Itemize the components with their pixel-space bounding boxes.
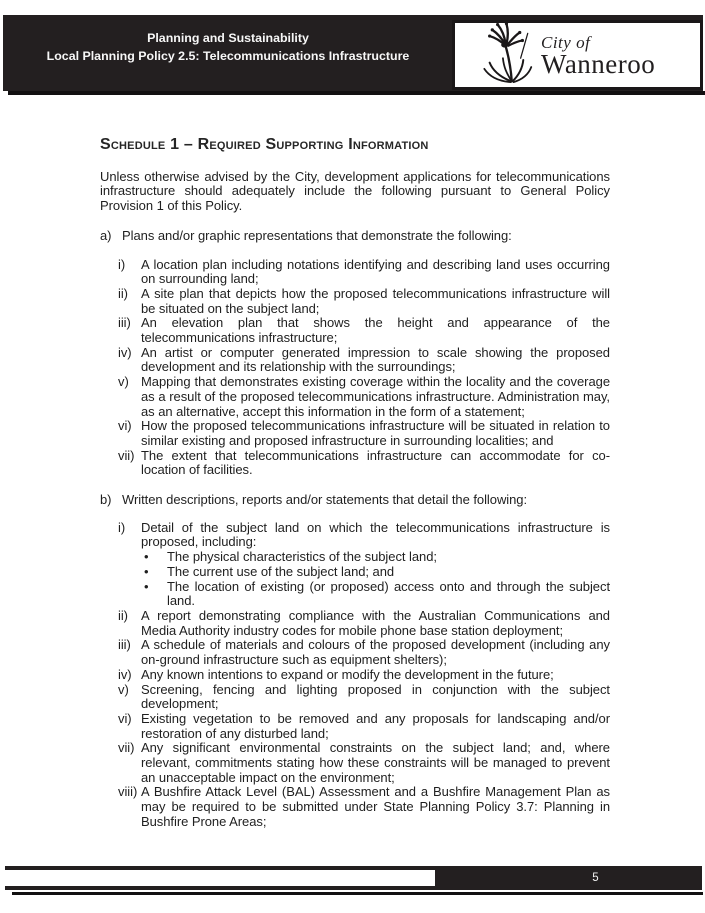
item-number: ii) [118,607,128,623]
item-number: iii) [118,637,131,653]
document-body [100,138,610,830]
item-text: Any known intentions to expand or modify the development in the future; [141,666,554,682]
city-of-wanneroo-logo [452,20,703,90]
item-number: i) [118,519,126,535]
item-number: viii) [118,784,138,800]
logo-wanneroo-text: Wanneroo [541,48,656,79]
item-number: vii) [118,447,135,463]
list-item [118,712,610,741]
list-item [118,375,610,419]
list-item [118,346,610,375]
bullet-dot-icon [144,565,167,580]
item-text: Detail of the subject land on which the telecommunications infrastructure is proposed, including: [141,519,610,550]
item-number: iii) [118,315,131,331]
footer-bar [5,866,702,890]
item-text: How the proposed telecommunications infrastructure will be situated in relation to similar existing and proposed infrastructure in surrounding localities; and [141,418,610,448]
item-text: Existing vegetation to be removed and any proposals for landscaping and/or restoration of any disturbed land; [141,710,610,741]
footer-shadow-rule [12,892,703,895]
list-item [118,683,610,712]
section-a-heading-text: Plans and/or graphic representations that demonstrate the following: [122,227,512,243]
bullet-text: The physical characteristics of the subject land; [167,549,437,565]
list-item [118,419,610,448]
item-text: A schedule of materials and colours of the proposed development (including any on-ground infrastructure such as equipment shelters); [141,637,610,668]
page-number: 5 [592,872,599,884]
item-number: vii) [118,740,135,756]
bullet-item [144,565,610,580]
footer-white-panel [5,870,435,886]
logo-wordmark [541,34,655,77]
item-text: A location plan including notations identifying and describing land uses occurring on surrounding land; [141,256,610,287]
section-a-list [118,258,610,479]
item-number: v) [118,681,129,697]
intro-paragraph: Unless otherwise advised by the City, development applications for telecommunications infrastructure should adequately include the following pursuant to General Policy Provision 1 of this Policy. [100,168,610,214]
list-item [118,316,610,345]
list-item [118,741,610,785]
list-item [118,638,610,667]
item-text: A Bushfire Attack Level (BAL) Assessment and a Bushfire Management Plan as may be required to be submitted under State Planning Policy 3.7: Planning in Bushfire Prone Areas; [141,784,610,829]
section-b-list [118,521,610,830]
section-b-label: b) [100,492,112,508]
bullet-item [144,580,610,609]
list-item [118,785,610,829]
item-text: A site plan that depicts how the proposed telecommunications infrastructure will be situated on the subject land; [141,285,610,316]
bullet-dot-icon [144,550,167,565]
item-number: vi) [118,710,132,726]
bullet-text: The location of existing (or proposed) access onto and through the subject land. [167,578,610,609]
header-shadow-rule [8,91,705,95]
item-text: Any significant environmental constraints on the subject land; and, where relevant, commitments stating how these constraints will be managed to prevent an unacceptable impact on the environment; [141,740,610,785]
section-b-heading [100,493,610,508]
bullet-dot-icon [144,580,167,609]
item-number: vi) [118,418,132,434]
item-text: Screening, fencing and lighting proposed in conjunction with the subject development; [141,681,610,712]
list-item [118,521,610,550]
item-number: i) [118,256,126,272]
item-number: iv) [118,344,132,360]
header-policy-title: Local Planning Policy 2.5: Telecommunications Infrastructure [46,49,410,63]
list-item [118,668,610,683]
item-text: An elevation plan that shows the height and appearance of the telecommunications infrastructure; [141,315,610,346]
list-item [118,258,610,287]
item-text: A report demonstrating compliance with the Australian Communications and Media Authority industry codes for mobile phone base station deployment; [141,607,610,638]
kangaroo-paw-logo-icon [481,21,539,88]
item-text: Mapping that demonstrates existing coverage within the locality and the coverage as a result of the proposed telecommunications infrastructure. Administration may, as an alternative, accept this information in the form of a statement; [141,374,610,419]
page-title: Schedule 1 – Required Supporting Information [100,136,429,153]
section-a-label: a) [100,227,112,243]
bullet-text: The current use of the subject land; and [167,563,395,579]
item-text: An artist or computer generated impression to scale showing the proposed development and its relationship with the surroundings; [141,344,610,375]
header-bar [3,15,703,91]
list-item [118,449,610,478]
header-titles [3,29,453,65]
item-text: The extent that telecommunications infrastructure can accommodate for co-location of facilities. [141,447,610,478]
item-number: iv) [118,666,132,682]
item-number: v) [118,374,129,390]
section-a-heading [100,229,610,244]
section-b-heading-text: Written descriptions, reports and/or statements that detail the following: [122,492,528,508]
item-number: ii) [118,285,128,301]
bullet-item [144,550,610,565]
list-item [118,609,610,638]
list-item [118,287,610,316]
header-department: Planning and Sustainability [147,31,309,45]
logo-city-of-text: City of [541,32,591,52]
